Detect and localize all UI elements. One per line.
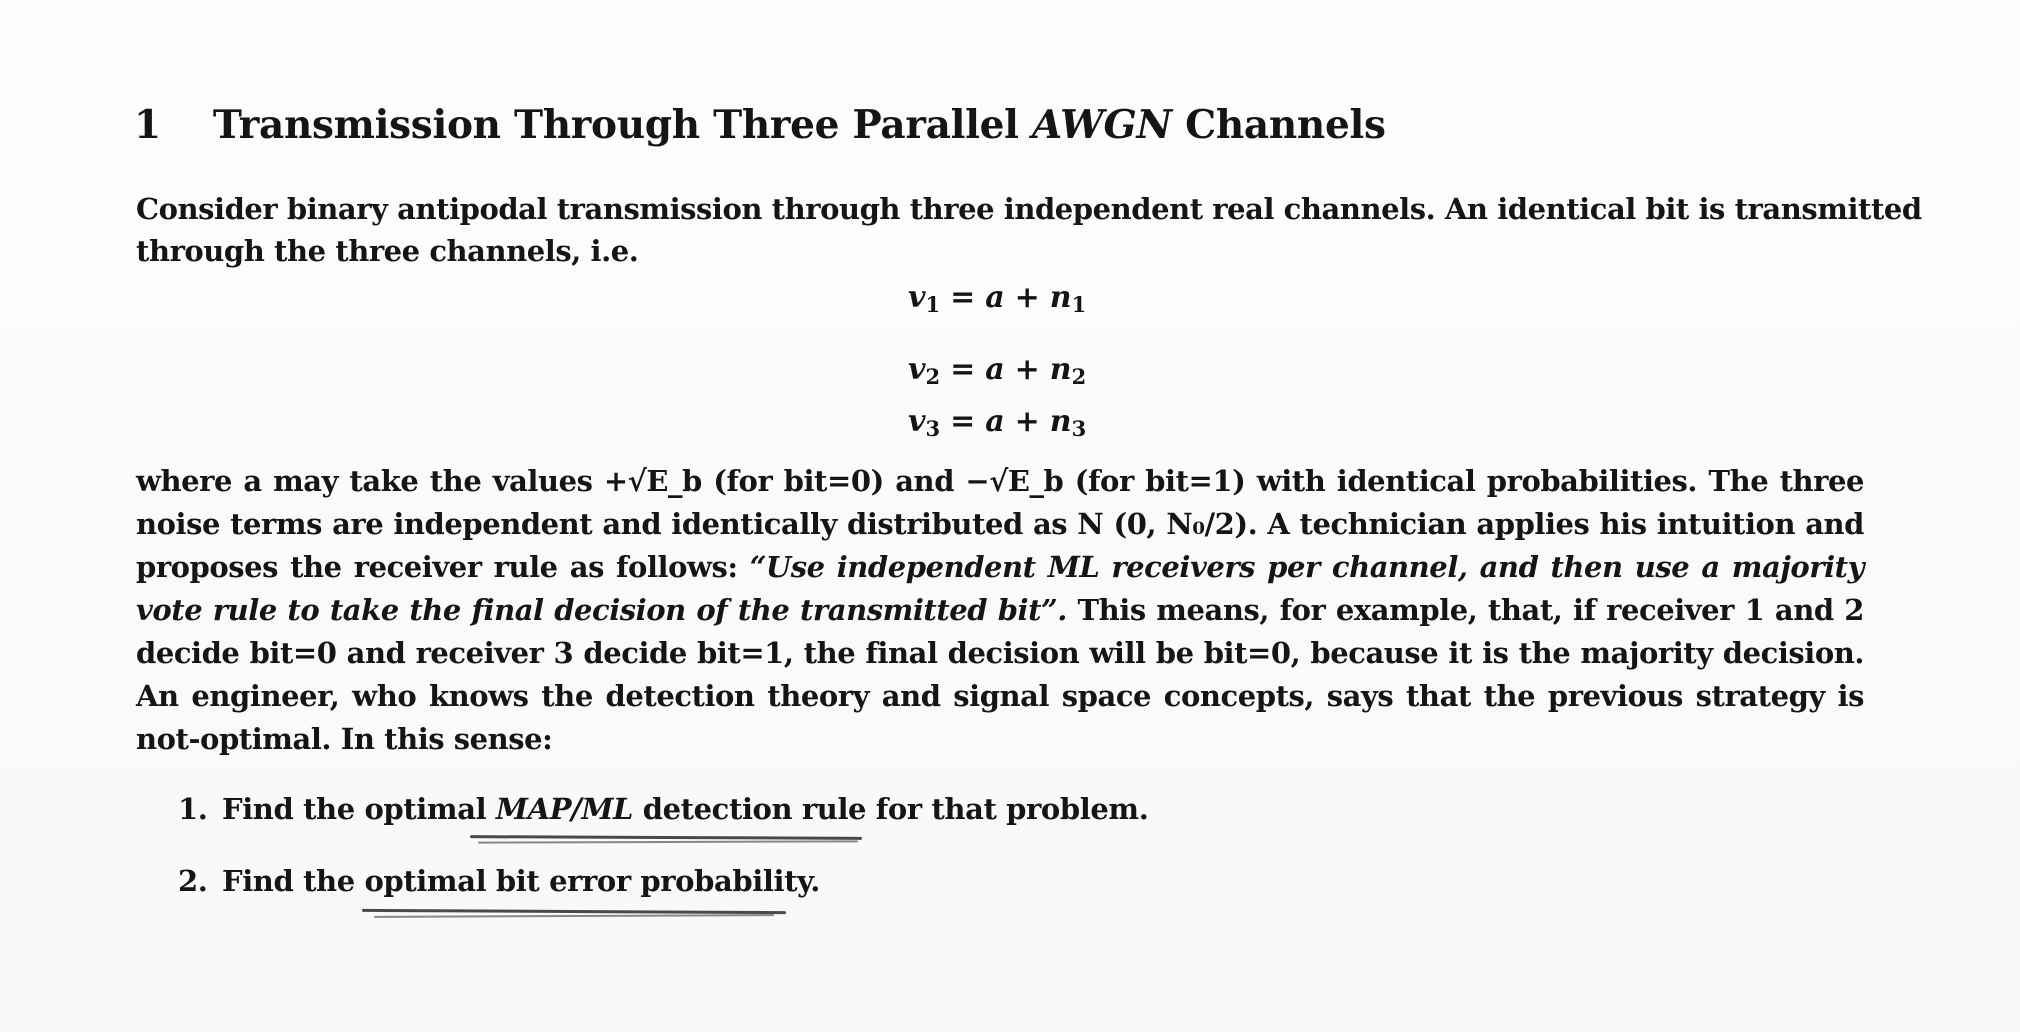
equation-v1: $v_1 = a + n_1$	[908, 280, 1087, 317]
handwritten-underline	[374, 914, 774, 918]
equation-v3: $v_3 = a + n_3$	[908, 404, 1087, 441]
quoted-rule: vote rule to take the final decision of the transmitted bit”.	[136, 593, 1067, 627]
question-item-1: 1. Find the optimal MAP/ML detection rule for that problem.	[178, 792, 1149, 826]
list-marker: 2.	[178, 864, 208, 898]
body-line: vote rule to take the final decision of the transmitted bit”. This means, for example, that, if receiver 1 and 2	[136, 593, 1864, 627]
body-line: not-optimal. In this sense:	[136, 722, 553, 756]
bleed-through-texture	[0, 72, 2020, 105]
body-line: decide bit=0 and receiver 3 decide bit=1, the final decision will be bit=0, because it is the majority decision.	[136, 636, 1864, 670]
body-line: where a may take the values +√E_b (for bit=0) and −√E_b (for bit=1) with identical probabilities. The three	[136, 464, 1864, 498]
intro-line: Consider binary antipodal transmission through three independent real channels. An identical bit is transmitted	[136, 192, 1922, 226]
section-heading	[134, 102, 1386, 148]
quoted-rule: “Use independent ML receivers per channel, and then use a majority	[749, 550, 1864, 584]
section-title-italic: AWGN	[1031, 102, 1172, 148]
list-marker: 1.	[178, 792, 208, 826]
section-title-part: Transmission Through Three Parallel	[212, 102, 1032, 148]
handwritten-underline	[478, 840, 858, 843]
body-line: proposes the receiver rule as follows: “Use independent ML receivers per channel, and then use a majority	[136, 550, 1864, 584]
question-item-2: 2. Find the optimal bit error probability.	[178, 864, 820, 898]
section-title-part: Channels	[1171, 102, 1386, 148]
equation-v2: $v_2 = a + n_2$	[908, 352, 1087, 389]
handwritten-underline	[470, 835, 862, 840]
section-number: 1	[134, 102, 161, 148]
body-line: An engineer, who knows the detection theory and signal space concepts, says that the previous strategy is	[136, 679, 1864, 713]
intro-line: through the three channels, i.e.	[136, 234, 639, 268]
body-line: noise terms are independent and identically distributed as N (0, N₀/2). A technician applies his intuition and	[136, 507, 1864, 541]
handwritten-underline	[362, 909, 786, 914]
